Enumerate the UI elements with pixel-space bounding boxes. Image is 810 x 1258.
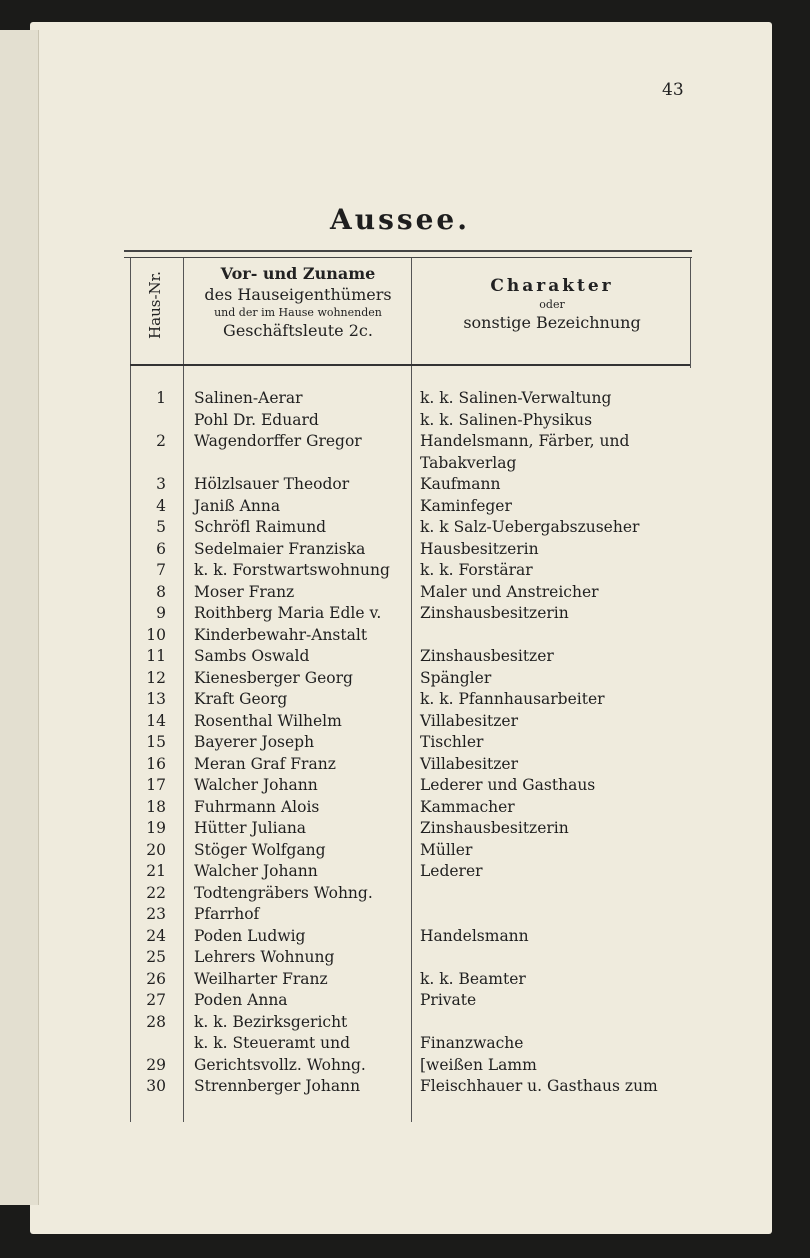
- house-number: 28: [146, 1012, 166, 1031]
- table-row: [130, 496, 690, 518]
- table-row: [130, 1076, 690, 1098]
- character-description: Zinshausbesitzerin: [420, 604, 569, 622]
- header-house-number: [130, 258, 182, 362]
- header-name-line-1: Vor- und Zuname: [220, 264, 376, 283]
- table-row: [130, 431, 690, 453]
- page-title: Aussee.: [330, 203, 470, 236]
- house-number: 30: [146, 1077, 166, 1095]
- house-number: 26: [146, 969, 166, 988]
- house-number: 12: [146, 668, 166, 687]
- house-number: 5: [156, 518, 166, 536]
- character-description: Hausbesitzerin: [420, 539, 539, 558]
- table-row: [130, 711, 690, 733]
- house-number: 19: [146, 819, 166, 837]
- house-number: 7: [156, 561, 166, 579]
- house-number: 2: [156, 432, 166, 450]
- owner-name: Moser Franz: [194, 582, 295, 601]
- character-description: Zinshausbesitzer: [420, 647, 554, 665]
- character-description: Private: [420, 991, 477, 1009]
- table-row: [130, 732, 690, 754]
- character-description: Handelsmann, Färber, und: [420, 432, 630, 450]
- house-number: 16: [146, 754, 166, 773]
- owner-name: Sambs Oswald: [194, 647, 310, 665]
- character-description: k. k. Beamter: [420, 969, 526, 988]
- house-number: 10: [146, 625, 166, 644]
- table-row: [130, 861, 690, 883]
- table-row: [130, 539, 690, 561]
- house-number: 8: [156, 582, 166, 601]
- header-character-column: [414, 258, 690, 332]
- owner-name: k. k. Steueramt und: [194, 1034, 351, 1052]
- owner-name: Strennberger Johann: [194, 1077, 361, 1095]
- table-row: [130, 754, 690, 776]
- house-number: 21: [146, 862, 166, 880]
- table-row: [130, 883, 690, 905]
- character-description: Zinshausbesitzerin: [420, 819, 569, 837]
- character-description: Handelsmann: [420, 926, 529, 945]
- owner-name: Schröfl Raimund: [194, 518, 327, 536]
- table-row: [130, 625, 690, 647]
- page-number: 43: [662, 80, 684, 100]
- character-description: Müller: [420, 840, 473, 859]
- character-description: Maler und Anstreicher: [420, 582, 599, 601]
- character-description: k. k. Salinen-Physikus: [420, 410, 593, 429]
- owner-name: Stöger Wolfgang: [194, 840, 326, 859]
- header-character-line-2: oder: [539, 298, 565, 311]
- owner-name: Walcher Johann: [194, 776, 318, 794]
- owner-name: Pfarrhof: [194, 905, 260, 923]
- character-description: Tabakverlag: [420, 453, 517, 472]
- character-description: Spängler: [420, 668, 492, 687]
- register-table-body: [130, 388, 690, 1098]
- table-row: [130, 689, 690, 711]
- house-number: 4: [156, 496, 166, 515]
- owner-name: k. k. Forstwartswohnung: [194, 561, 390, 579]
- owner-name: Hütter Juliana: [194, 819, 307, 837]
- header-name-line-2: des Hauseigenthümers: [204, 285, 392, 304]
- table-row: [130, 453, 690, 475]
- table-row: [130, 797, 690, 819]
- house-number: 17: [146, 776, 166, 794]
- owner-name: Todtengräbers Wohng.: [194, 883, 373, 902]
- owner-name: Kinderbewahr-Anstalt: [194, 625, 368, 644]
- owner-name: Poden Ludwig: [194, 926, 306, 945]
- table-row: [130, 1033, 690, 1055]
- owner-name: Salinen-Aerar: [194, 389, 303, 407]
- header-name-line-3: und der im Hause wohnenden: [214, 306, 382, 319]
- character-description: Fleischhauer u. Gasthaus zum: [420, 1077, 658, 1095]
- owner-name: Kraft Georg: [194, 690, 288, 708]
- house-number: 14: [146, 711, 166, 730]
- house-number: 11: [146, 647, 166, 665]
- house-number: 9: [156, 604, 166, 622]
- house-number: 27: [146, 991, 166, 1009]
- owner-name: Meran Graf Franz: [194, 754, 336, 773]
- house-number: 18: [146, 797, 166, 816]
- house-number: 3: [156, 475, 166, 493]
- character-description: Kaufmann: [420, 475, 501, 493]
- table-row: [130, 947, 690, 969]
- character-description: k. k. Pfannhausarbeiter: [420, 690, 605, 708]
- house-number: 23: [146, 905, 166, 923]
- owner-name: Lehrers Wohnung: [194, 948, 335, 966]
- table-row: [130, 969, 690, 991]
- owner-name: Walcher Johann: [194, 862, 318, 880]
- header-bottom-rule: [130, 364, 690, 366]
- house-number: 20: [146, 840, 166, 859]
- table-row: [130, 560, 690, 582]
- character-description: k. k Salz-Uebergabszuseher: [420, 518, 640, 536]
- table-row: [130, 775, 690, 797]
- table-right-border: [690, 258, 691, 368]
- header-character-line-1: Charakter: [490, 276, 614, 296]
- owner-name: Fuhrmann Alois: [194, 797, 320, 816]
- owner-name: Gerichtsvollz. Wohng.: [194, 1055, 366, 1074]
- table-row: [130, 904, 690, 926]
- house-number: 13: [146, 690, 166, 708]
- table-row: [130, 668, 690, 690]
- table-row: [130, 474, 690, 496]
- table-row: [130, 582, 690, 604]
- character-description: Villabesitzer: [420, 754, 519, 773]
- table-row: [130, 926, 690, 948]
- table-row: [130, 646, 690, 668]
- header-name-line-4: Geschäftsleute 2c.: [223, 321, 373, 340]
- table-row: [130, 818, 690, 840]
- header-character-line-3: sonstige Bezeichnung: [463, 313, 641, 332]
- header-name-column: [186, 258, 410, 340]
- owner-name: Wagendorffer Gregor: [194, 432, 362, 450]
- table-row: [130, 388, 690, 410]
- character-description: Finanzwache: [420, 1034, 524, 1052]
- table-top-rule: [124, 250, 692, 258]
- owner-name: Pohl Dr. Eduard: [194, 410, 319, 429]
- table-row: [130, 517, 690, 539]
- owner-name: Bayerer Joseph: [194, 733, 315, 751]
- character-description: Kaminfeger: [420, 496, 512, 515]
- table-row: [130, 990, 690, 1012]
- character-description: Tischler: [420, 733, 484, 751]
- owner-name: Janiß Anna: [194, 496, 281, 515]
- header-house-number-label: Haus-Nr.: [146, 271, 164, 339]
- character-description: Lederer: [420, 862, 483, 880]
- book-spine: [0, 30, 39, 1205]
- house-number: 1: [156, 389, 166, 407]
- owner-name: Weilharter Franz: [194, 969, 328, 988]
- owner-name: Roithberg Maria Edle v.: [194, 604, 382, 622]
- table-row: [130, 1012, 690, 1034]
- table-row: [130, 1055, 690, 1077]
- owner-name: Hölzlsauer Theodor: [194, 475, 350, 493]
- house-number: 22: [146, 883, 166, 902]
- owner-name: Sedelmaier Franziska: [194, 539, 366, 558]
- owner-name: Rosenthal Wilhelm: [194, 711, 342, 730]
- owner-name: k. k. Bezirksgericht: [194, 1012, 348, 1031]
- house-number: 24: [146, 926, 166, 945]
- character-description: k. k. Salinen-Verwaltung: [420, 389, 612, 407]
- owner-name: Kienesberger Georg: [194, 668, 353, 687]
- character-description: Kammacher: [420, 797, 515, 816]
- house-number: 6: [156, 539, 166, 558]
- character-description: [weißen Lamm: [420, 1055, 537, 1074]
- house-number: 29: [146, 1055, 166, 1074]
- house-number: 25: [146, 948, 166, 966]
- character-description: Villabesitzer: [420, 711, 519, 730]
- owner-name: Poden Anna: [194, 991, 288, 1009]
- table-row: [130, 603, 690, 625]
- table-row: [130, 840, 690, 862]
- character-description: k. k. Forstärar: [420, 561, 533, 579]
- table-row: [130, 410, 690, 432]
- house-number: 15: [146, 733, 166, 751]
- character-description: Lederer und Gasthaus: [420, 776, 596, 794]
